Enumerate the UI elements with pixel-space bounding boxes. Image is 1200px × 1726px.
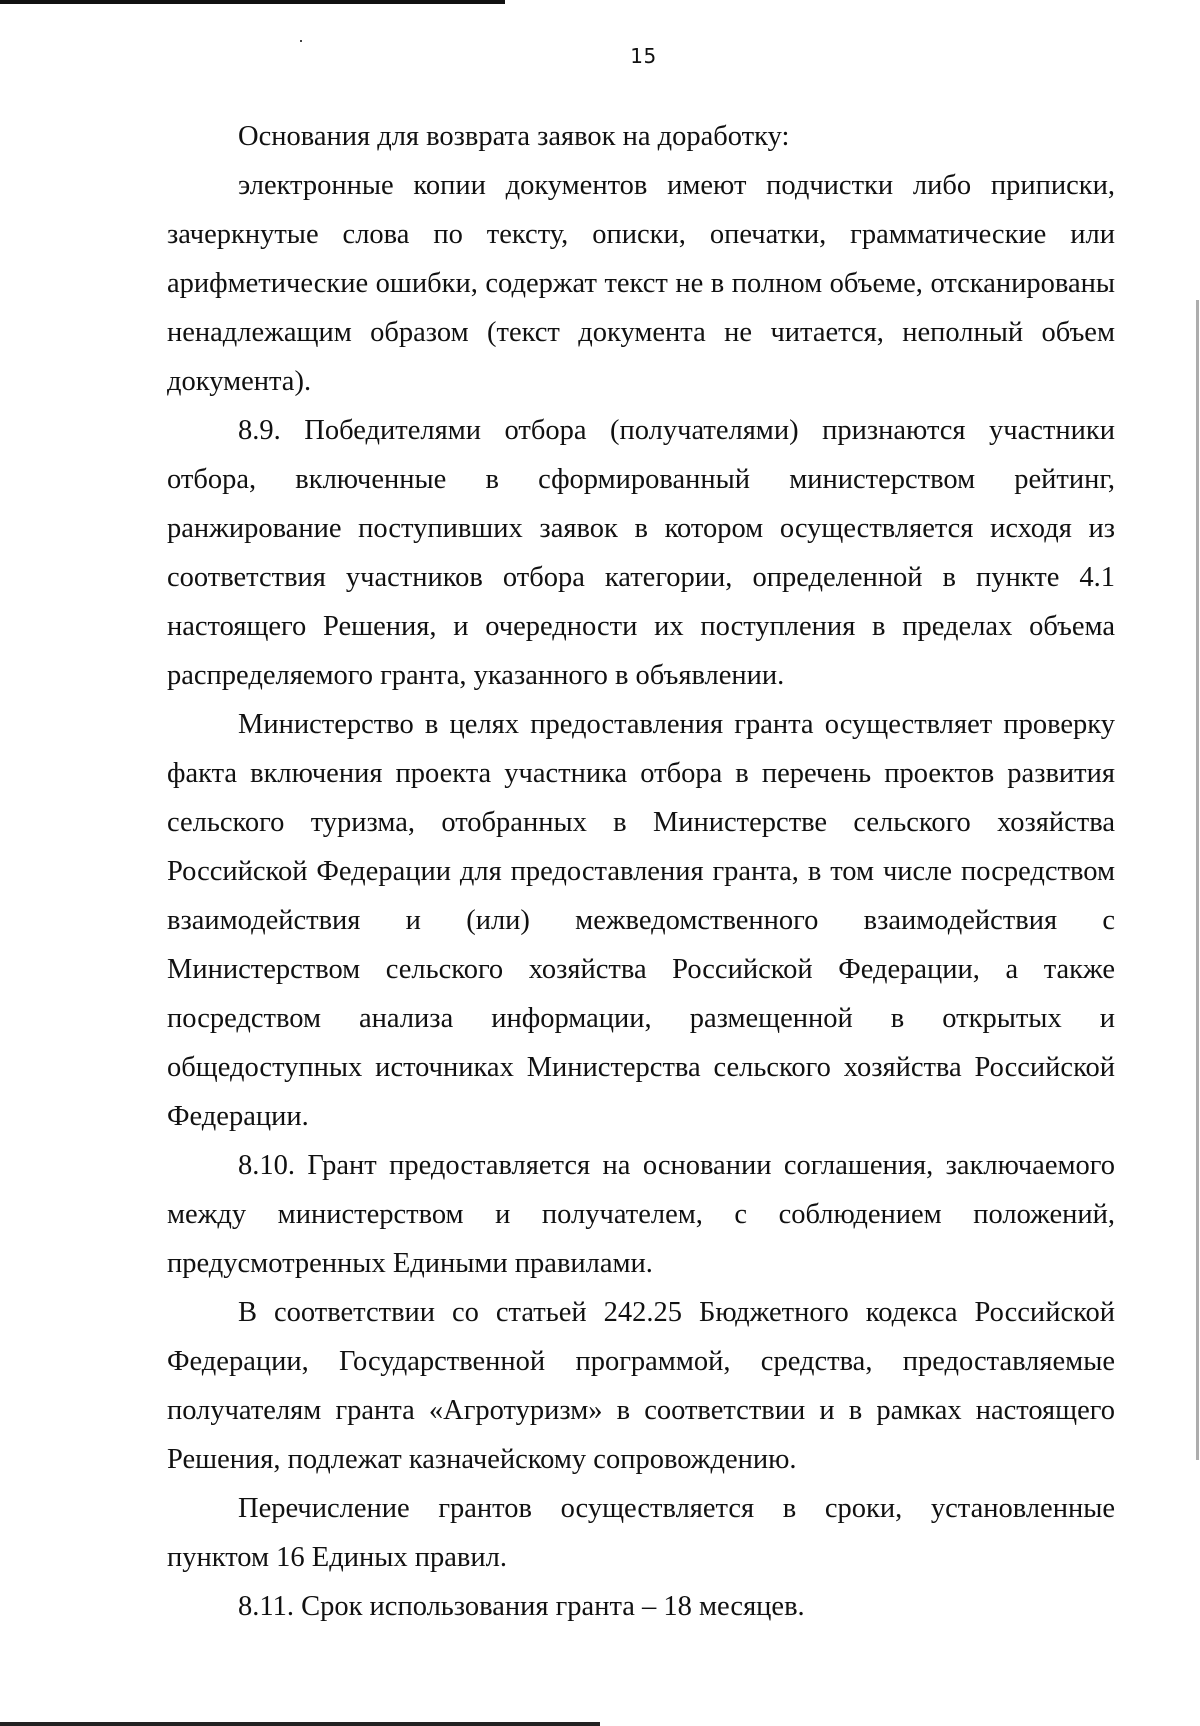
paragraph-return-grounds-heading: Основания для возврата заявок на доработку: (238, 121, 790, 152)
paragraph-8-10: 8.10. Грант предоставляется на основании соглашения, заключаемого между министерством и получателем, с соблюдением положений, предусмотренных Едиными правилами. (167, 1150, 1115, 1279)
paragraph-8-11: 8.11. Срок использования гранта – 18 месяцев. (238, 1591, 805, 1622)
scan-edge-bottom (0, 1722, 600, 1726)
scan-edge-top (0, 0, 505, 4)
paragraph-ministry-check: Министерство в целях предоставления гранта осуществляет проверку факта включения проекта участника отбора в перечень проектов развития сельского туризма, отобранных в Министерстве сельского хозяйства Российской Федерации для предоставления гранта, в том числе посредством взаимодействия и (или) межведомственного взаимодействия с Министерством сельского хозяйства Российской Федерации, а также посредством анализа информации, размещенной в открытых и общедоступных источниках Министерства сельского хозяйства Российской Федерации. (167, 709, 1115, 1132)
page-number: 15 (630, 44, 657, 68)
paragraph-treasury-support: В соответствии со статьей 242.25 Бюджетного кодекса Российской Федерации, Государственной программой, средства, предоставляемые получателям гранта «Агротуризм» в соответствии и в рамках настоящего Решения, подлежат казначейскому сопровождению. (167, 1297, 1115, 1475)
scan-speck (300, 40, 302, 42)
paragraph-return-grounds: электронные копии документов имеют подчистки либо приписки, зачеркнутые слова по тексту, описки, опечатки, грамматические или арифметические ошибки, содержат текст не в полном объеме, отсканированы ненадлежащим образом (текст документа не читается, неполный объем документа). (167, 170, 1115, 397)
scan-edge-right (1196, 300, 1199, 1460)
paragraph-transfer-terms: Перечисление грантов осуществляется в сроки, установленные пунктом 16 Единых правил. (167, 1493, 1115, 1573)
document-body (167, 112, 1115, 1631)
paragraph-8-9: 8.9. Победителями отбора (получателями) признаются участники отбора, включенные в сформированный министерством рейтинг, ранжирование поступивших заявок в котором осуществляется исходя из соответствия участников отбора категории, определенной в пункте 4.1 настоящего Решения, и очередности их поступления в пределах объема распределяемого гранта, указанного в объявлении. (167, 415, 1115, 691)
